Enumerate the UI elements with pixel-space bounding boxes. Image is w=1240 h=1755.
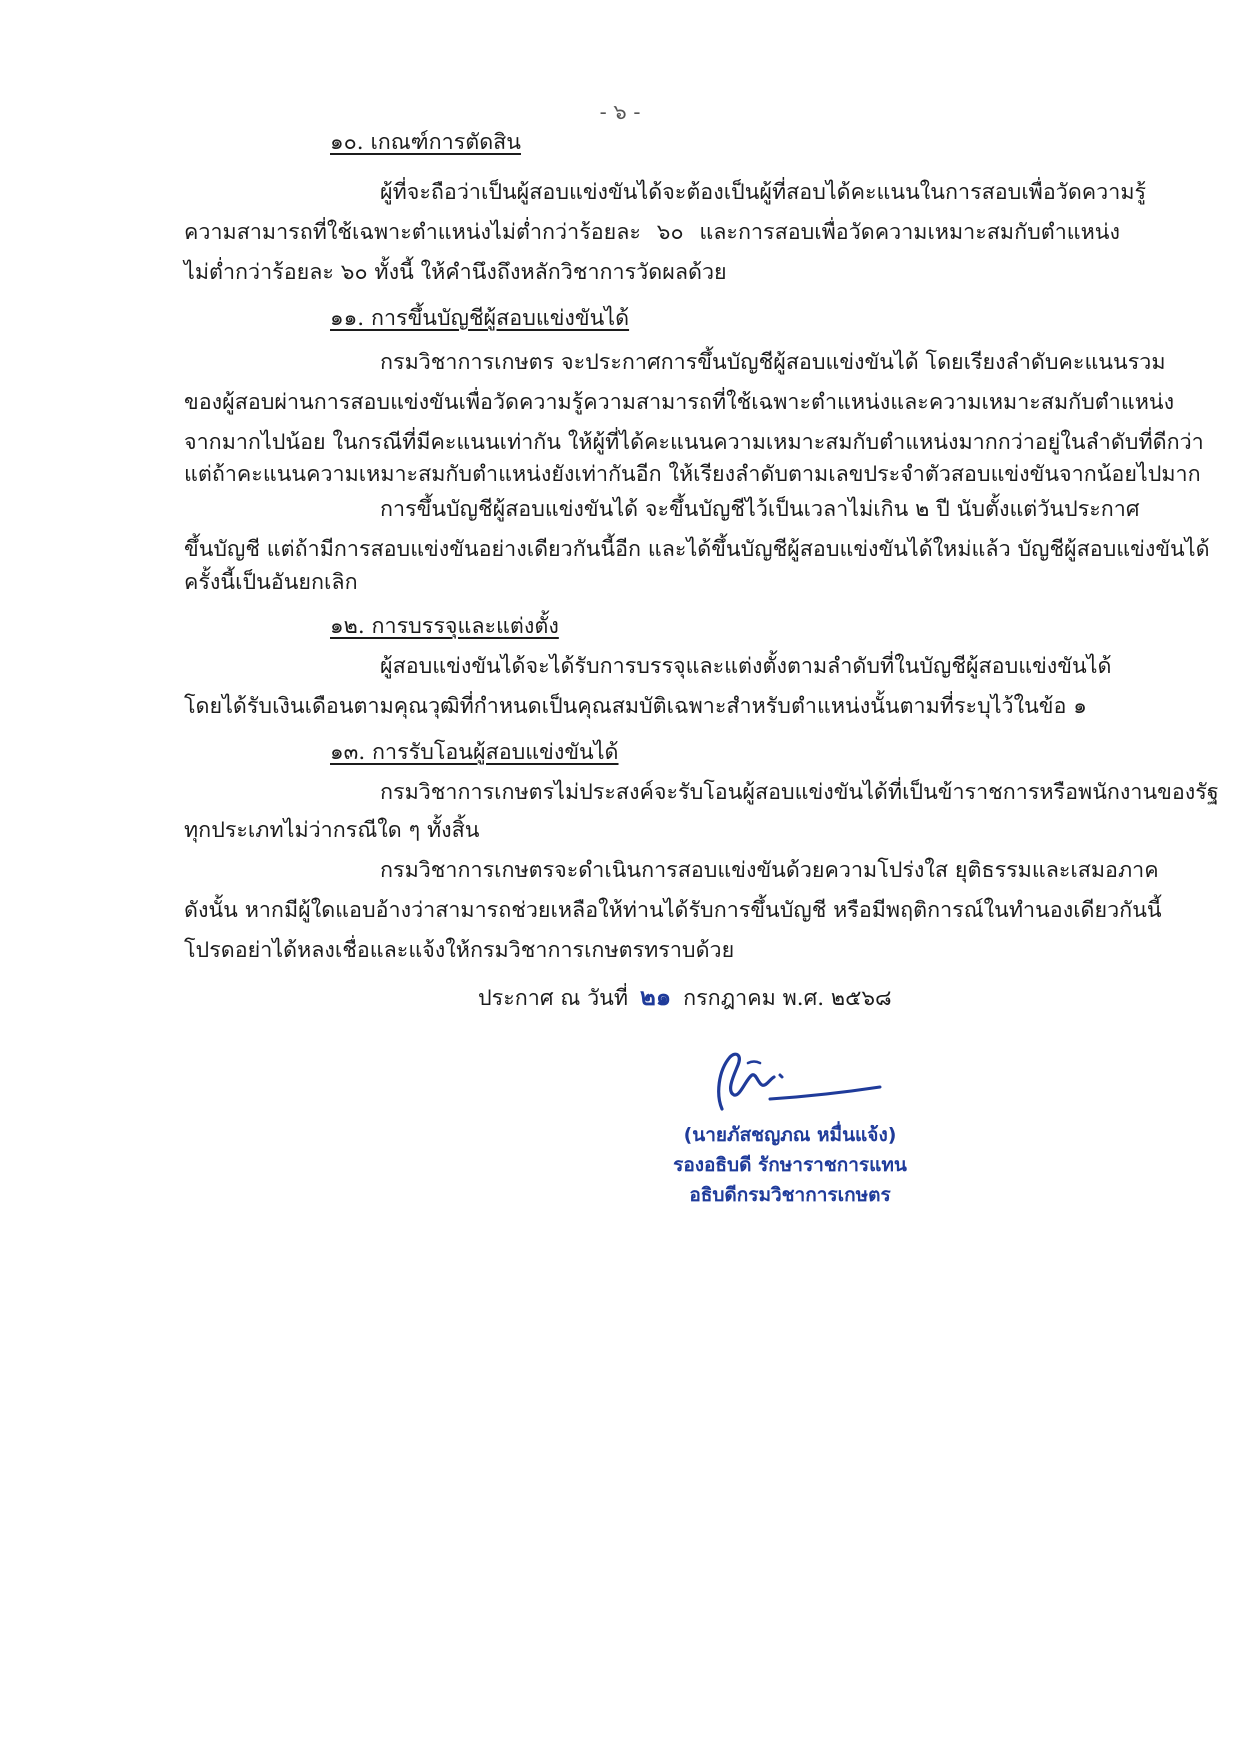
closing-line: ดังนั้น หากมีผู้ใดแอบอ้างว่าสามารถช่วยเหลือให้ท่านได้รับการขึ้นบัญชี หรือมีพฤติการณ์ในทำนองเดียวกันนี้	[184, 898, 1162, 923]
section-11-line: ขึ้นบัญชี แต่ถ้ามีการสอบแข่งขันอย่างเดียวกันนี้อีก และได้ขึ้นบัญชีผู้สอบแข่งขันได้ใหม่แล้ว บัญชีผู้สอบแข่งขันได้	[184, 537, 1210, 562]
section-10-line: ผู้ที่จะถือว่าเป็นผู้สอบแข่งขันได้จะต้องเป็นผู้ที่สอบได้คะแนนในการสอบเพื่อวัดความรู้	[380, 180, 1147, 205]
section-12-line: โดยได้รับเงินเดือนตามคุณวุฒิที่กำหนดเป็นคุณสมบัติเฉพาะสำหรับตำแหน่งนั้นตามที่ระบุไว้ในข้อ ๑	[184, 694, 1087, 719]
section-11-line: ของผู้สอบผ่านการสอบแข่งขันเพื่อวัดความรู้ความสามารถที่ใช้เฉพาะตำแหน่งและความเหมาะสมกับตำแหน่ง	[184, 390, 1175, 415]
closing-line: โปรดอย่าได้หลงเชื่อและแจ้งให้กรมวิชาการเกษตรทราบด้วย	[184, 938, 735, 963]
date-day: ๒๑	[640, 982, 672, 1011]
section-11-line: แต่ถ้าคะแนนความเหมาะสมกับตำแหน่งยังเท่ากันอีก ให้เรียงลำดับตามเลขประจำตัวสอบแข่งขันจากน้อยไปมาก	[184, 462, 1201, 487]
section-11-line: กรมวิชาการเกษตร จะประกาศการขึ้นบัญชีผู้สอบแข่งขันได้ โดยเรียงลำดับคะแนนรวม	[380, 350, 1166, 375]
signer-title: อธิบดีกรมวิชาการเกษตร	[689, 1184, 891, 1206]
closing-line: กรมวิชาการเกษตรจะดำเนินการสอบแข่งขันด้วยความโปร่งใส ยุติธรรมและเสมอภาค	[380, 858, 1159, 883]
signer-name: (นายภัสชญภณ หมื่นแจ้ง)	[683, 1124, 897, 1146]
section-10-line: ไม่ต่ำกว่าร้อยละ ๖๐ ทั้งนี้ ให้คำนึงถึงหลักวิชาการวัดผลด้วย	[184, 260, 727, 285]
handwritten-signature	[700, 1035, 900, 1125]
date-suffix: กรกฎาคม พ.ศ. ๒๕๖๘	[683, 986, 892, 1011]
section-11-line: การขึ้นบัญชีผู้สอบแข่งขันได้ จะขึ้นบัญชีไว้เป็นเวลาไม่เกิน ๒ ปี นับตั้งแต่วันประกาศ	[380, 497, 1140, 522]
section-13-line: กรมวิชาการเกษตรไม่ประสงค์จะรับโอนผู้สอบแข่งขันได้ที่เป็นข้าราชการหรือพนักงานของรัฐ	[380, 780, 1219, 805]
section-11-heading: ๑๑. การขึ้นบัญชีผู้สอบแข่งขันได้	[330, 306, 630, 331]
section-10-line: ความสามารถที่ใช้เฉพาะตำแหน่งไม่ต่ำกว่าร้อยละ ๖๐ และการสอบเพื่อวัดความเหมาะสมกับตำแหน่ง	[184, 220, 1120, 245]
signer-title: รองอธิบดี รักษาราชการแทน	[673, 1154, 907, 1176]
page-number: - ๖ -	[599, 100, 641, 124]
section-11-line: จากมากไปน้อย ในกรณีที่มีคะแนนเท่ากัน ให้ผู้ที่ได้คะแนนความเหมาะสมกับตำแหน่งมากกว่าอยู่ในลำดับที่ดีกว่า	[184, 430, 1204, 455]
section-12-line: ผู้สอบแข่งขันได้จะได้รับการบรรจุและแต่งตั้งตามลำดับที่ในบัญชีผู้สอบแข่งขันได้	[380, 654, 1112, 679]
section-13-line: ทุกประเภทไม่ว่ากรณีใด ๆ ทั้งสิ้น	[184, 818, 480, 843]
section-12-heading: ๑๒. การบรรจุและแต่งตั้ง	[330, 614, 559, 639]
section-11-line: ครั้งนี้เป็นอันยกเลิก	[184, 570, 358, 595]
date-prefix: ประกาศ ณ วันที่	[478, 986, 629, 1011]
section-13-heading: ๑๓. การรับโอนผู้สอบแข่งขันได้	[330, 740, 619, 765]
announcement-date	[478, 977, 892, 1016]
section-10-heading: ๑๐. เกณฑ์การตัดสิน	[330, 130, 521, 155]
